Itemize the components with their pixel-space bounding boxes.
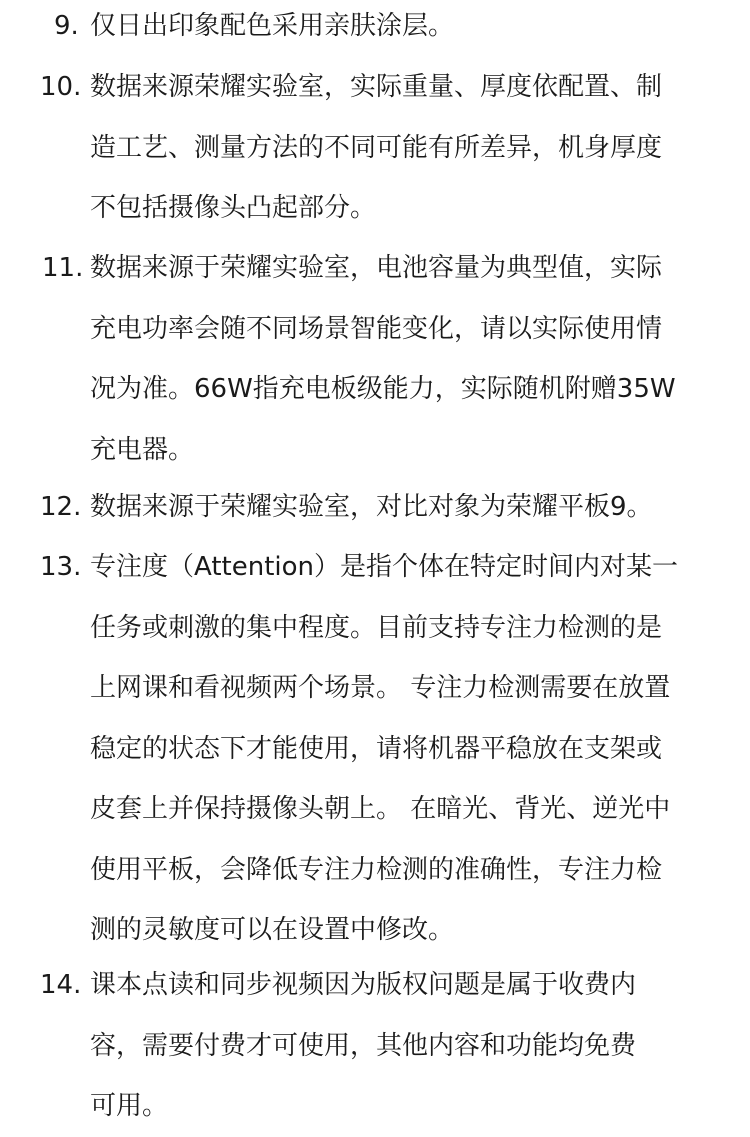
note-line: 上网课和看视频两个场景。 专注力检测需要在放置: [90, 673, 671, 703]
note-line: 课本点读和同步视频因为版权问题是属于收费内: [90, 970, 637, 1000]
note-line: 数据来源荣耀实验室，实际重量、厚度依配置、制: [90, 72, 663, 102]
note-text: [90, 537, 720, 961]
note-line: 数据来源于荣耀实验室，电池容量为典型值，实际: [90, 253, 663, 283]
note-line: 充电功率会随不同场景智能变化，请以实际使用情: [90, 313, 663, 344]
note-line: 皮套上并保持摄像头朝上。 在暗光、背光、逆光中: [90, 794, 671, 824]
note-line: 充电器。: [90, 434, 195, 465]
note-line: 专注度（Attention）是指个体在特定时间内对某一: [90, 552, 678, 582]
note-number: 13.: [40, 552, 82, 582]
note-line: 可用。: [90, 1091, 169, 1121]
note-text: [90, 477, 720, 538]
note-number: 14.: [40, 970, 82, 1000]
note-number: 10.: [40, 72, 82, 102]
note-line: 使用平板，会降低专注力检测的准确性，专注力检: [90, 854, 663, 885]
note-line: 容，需要付费才可使用，其他内容和功能均免费: [90, 1030, 637, 1061]
note-number: 9.: [54, 11, 79, 41]
note-line: 测的灵敏度可以在设置中修改。: [90, 915, 455, 945]
note-line: 造工艺、测量方法的不同可能有所差异，机身厚度: [90, 132, 663, 163]
note-text: [90, 57, 720, 239]
note-line: 仅日出印象配色采用亲肤涂层。: [90, 11, 455, 41]
note-text: [90, 955, 720, 1137]
note-line: 不包括摄像头凸起部分。: [90, 193, 377, 223]
note-text: [90, 238, 720, 480]
note-text: [90, 0, 720, 57]
note-line: 稳定的状态下才能使用，请将机器平稳放在支架或: [90, 733, 663, 764]
note-line: 任务或刺激的集中程度。目前支持专注力检测的是: [90, 612, 663, 643]
note-number: 12.: [40, 492, 82, 522]
note-line: 况为准。66W指充电板级能力，实际随机附赠35W: [90, 374, 676, 404]
note-line: 数据来源于荣耀实验室，对比对象为荣耀平板9。: [90, 492, 653, 522]
note-number: 11.: [42, 253, 84, 283]
